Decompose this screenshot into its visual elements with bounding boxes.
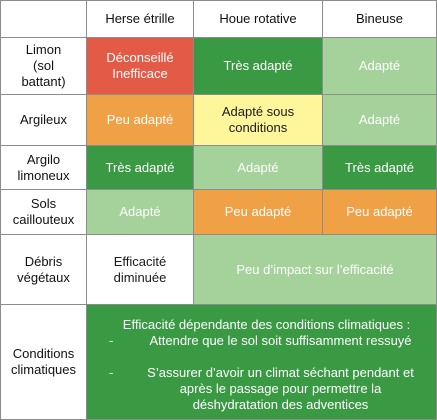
climate-note-item bbox=[109, 365, 424, 413]
header-houe-rotative: Houe rotative bbox=[193, 0, 323, 38]
bullet-dash: - bbox=[109, 333, 114, 348]
row-label-debris-vegetaux: Débris végétaux bbox=[0, 234, 87, 305]
cell-argileux-bineuse: Adapté bbox=[322, 94, 437, 146]
climate-note-text: Attendre que le sol soit suffisamment ressuyé bbox=[149, 333, 412, 348]
cell-limon-houe: Très adapté bbox=[193, 37, 323, 95]
cell-argilo-houe: Adapté bbox=[193, 145, 323, 190]
cell-caillouteux-bineuse: Peu adapté bbox=[322, 189, 437, 235]
row-label-conditions-climatiques: Conditions climatiques bbox=[0, 304, 87, 420]
row-label-argilo-limoneux: Argilo limoneux bbox=[0, 145, 87, 190]
climate-note-item bbox=[109, 333, 424, 349]
row-label-argileux: Argileux bbox=[0, 94, 87, 146]
cell-caillouteux-houe: Peu adapté bbox=[193, 189, 323, 235]
row-label-limon: Limon (sol battant) bbox=[0, 37, 87, 95]
header-herse-etrille: Herse étrille bbox=[86, 0, 194, 38]
cell-argilo-bineuse: Très adapté bbox=[322, 145, 437, 190]
corner-cell bbox=[0, 0, 87, 38]
cell-argilo-herse: Très adapté bbox=[86, 145, 194, 190]
bullet-dash: - bbox=[109, 365, 114, 380]
climate-notes-title: Efficacité dépendante des conditions climatiques : bbox=[122, 317, 411, 332]
cell-limon-herse: Déconseillé Inefficace bbox=[86, 37, 194, 95]
cell-argileux-houe: Adapté sous conditions bbox=[193, 94, 323, 146]
cell-debris-herse: Efficacité diminuée bbox=[86, 234, 194, 305]
climate-note-text: S’assurer d’avoir un climat séchant pendant et après le passage pour permettre la déshydratation des adventices bbox=[147, 365, 414, 412]
row-label-sols-caillouteux: Sols caillouteux bbox=[0, 189, 87, 235]
cell-limon-bineuse: Adapté bbox=[322, 37, 437, 95]
header-bineuse: Bineuse bbox=[322, 0, 437, 38]
climate-notes-cell bbox=[86, 304, 437, 420]
cell-debris-houe-bineuse: Peu d’impact sur l’efficacité bbox=[193, 234, 437, 305]
cell-caillouteux-herse: Adapté bbox=[86, 189, 194, 235]
cell-argileux-herse: Peu adapté bbox=[86, 94, 194, 146]
